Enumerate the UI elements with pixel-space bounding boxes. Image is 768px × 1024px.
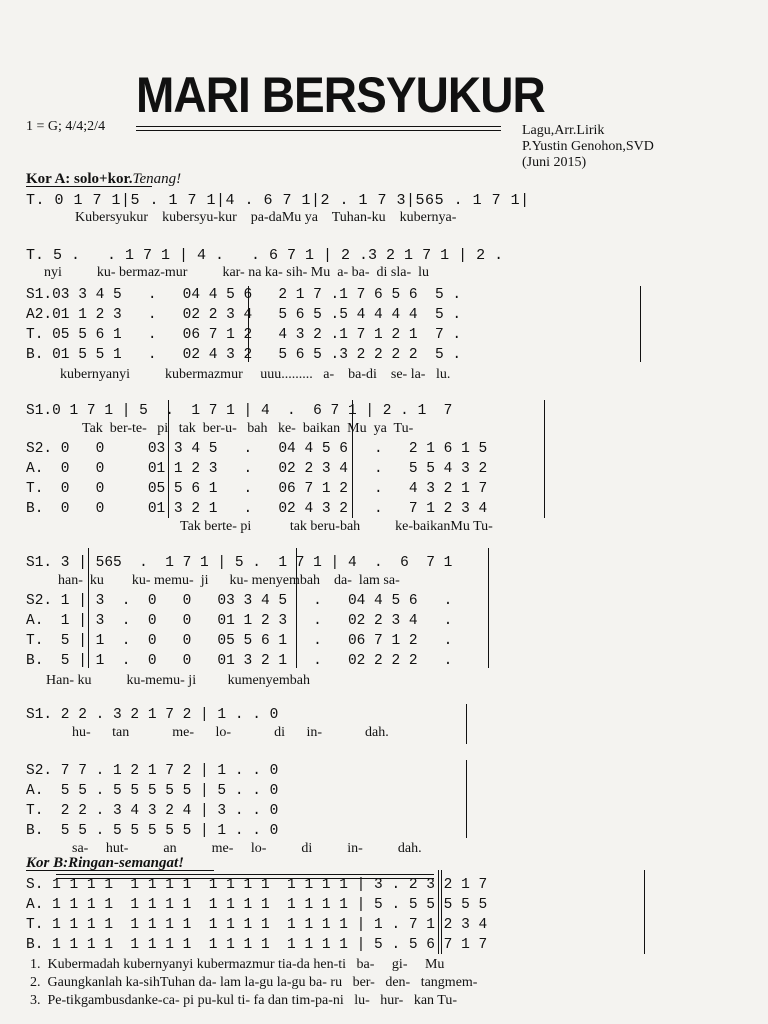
system1-tenor-line1: T. 0 1 7 1|5 . 1 7 1|4 . 6 7 1|2 . 1 7 3|565 . 1 7 1| [26, 192, 530, 209]
system2-s2-voice: S2. 0 0 03 3 4 5 . 04 4 5 6 . 2 1 6 1 5 [26, 441, 488, 457]
song-title: MARI BERSYUKUR [136, 67, 545, 123]
system3-alto-voice: A. 1 | 3 . 0 0 01 1 2 3 . 02 2 3 4 . [26, 613, 453, 629]
section-b-endline [644, 870, 645, 954]
credit-line-1: Lagu,Arr.Lirik [522, 123, 605, 138]
system4-lyric-s1: hu- tan me- lo- di in- dah. [72, 725, 389, 740]
system3-lyric-b: Han- ku ku-memu- ji kumenyembah [46, 673, 311, 688]
section-b-tenor: T. 1 1 1 1 1 1 1 1 1 1 1 1 1 1 1 1 | 1 . 7 1 2 3 4 [26, 917, 488, 933]
system4-s2-voice: S2. 7 7 . 1 2 1 7 2 | 1 . . 0 [26, 763, 279, 779]
system3-bass-voice: B. 5 | 1 . 0 0 01 3 2 1 . 02 2 2 2 . [26, 653, 453, 669]
system3-tenor-voice: T. 5 | 1 . 0 0 05 5 6 1 . 06 7 1 2 . [26, 633, 453, 649]
title-underline [136, 126, 501, 127]
verse-1: 1. Kubermadah kubernyanyi kubermazmur tia-da hen-ti ba- gi- Mu [30, 957, 445, 972]
system3-lyric-s1: han- ku ku- memu- ji ku- menyembah da- lam sa- [58, 573, 400, 588]
system3-s2-voice: S2. 1 | 3 . 0 0 03 3 4 5 . 04 4 5 6 . [26, 593, 453, 609]
system1-a2-voice: A2.01 1 2 3 . 02 2 3 4 5 6 5 .5 4 4 4 4 5 . [26, 307, 462, 323]
section-b-bass: B. 1 1 1 1 1 1 1 1 1 1 1 1 1 1 1 1 | 5 . 5 6 7 1 7 [26, 937, 488, 953]
system2-alto-voice: A. 0 0 01 1 2 3 . 02 2 3 4 . 5 5 4 3 2 [26, 461, 488, 477]
section-a-underline [26, 186, 152, 187]
system2-barline-1 [168, 400, 169, 518]
system4-endline-top [466, 704, 467, 744]
system3-barline-2 [296, 548, 297, 668]
system4-s1-voice: S1. 2 2 . 3 2 1 7 2 | 1 . . 0 [26, 707, 279, 723]
system1-barline-1 [248, 286, 249, 362]
section-b-beam-1 [56, 874, 434, 875]
verse-3: 3. Pe-tikgambusdanke-ca- pi pu-kul ti- fa dan tim-pa-ni lu- hur- kan Tu- [30, 993, 458, 1008]
section-b-soprano: S. 1 1 1 1 1 1 1 1 1 1 1 1 1 1 1 1 | 3 . 2 3 2 1 7 [26, 877, 488, 893]
system1-lyric-line2: nyi ku- bermaz-mur kar- na ka- sih- Mu a- ba- di sla- lu [44, 265, 429, 280]
system2-barline-2 [352, 400, 353, 518]
system2-lyric-b: Tak berte- pi tak beru-bah ke-baikanMu Tu- [180, 519, 493, 534]
section-a-label: Kor A: solo+kor.Tenang! [26, 171, 182, 187]
section-b-repeat-bar [438, 870, 442, 954]
system1-tenor-voice: T. 05 5 6 1 . 06 7 1 2 4 3 2 .1 7 1 2 1 7 . [26, 327, 462, 343]
system1-tenor-line2: T. 5 . . 1 7 1 | 4 . . 6 7 1 | 2 .3 2 1 7 1 | 2 . [26, 247, 504, 264]
system2-tenor-voice: T. 0 0 05 5 6 1 . 06 7 1 2 . 4 3 2 1 7 [26, 481, 488, 497]
verse-2: 2. Gaungkanlah ka-sihTuhan da- lam la-gu la-gu ba- ru ber- den- tangmem- [30, 975, 478, 990]
title-underline-2 [136, 130, 501, 131]
system1-s1-voice: S1.03 3 4 5 . 04 4 5 6 2 1 7 .1 7 6 5 6 5 . [26, 287, 462, 303]
credit-line-2: P.Yustin Genohon,SVD [522, 139, 654, 154]
system2-bass-voice: B. 0 0 01 3 2 1 . 02 4 3 2 . 7 1 2 3 4 [26, 501, 488, 517]
system2-barline-3 [544, 400, 545, 518]
system3-barline-1 [88, 548, 89, 668]
system3-s1-voice: S1. 3 | 565 . 1 7 1 | 5 . 1 7 1 | 4 . 6 7 1 [26, 555, 453, 571]
section-b-underline [26, 870, 214, 871]
section-b-label: Kor B:Ringan-semangat! [26, 855, 184, 871]
system4-alto-voice: A. 5 5 . 5 5 5 5 5 | 5 . . 0 [26, 783, 279, 799]
system3-barline-3 [488, 548, 489, 668]
system4-endline-bottom [466, 760, 467, 838]
system4-lyric-b: sa- hut- an me- lo- di in- dah. [72, 841, 422, 856]
system1-barline-2 [640, 286, 641, 362]
system1-lyric-line3: kubernyanyi kubermazmur uuu......... a- ba-di se- la- lu. [60, 367, 451, 382]
system1-lyric-line1: Kubersyukur kubersyu-kur pa-daMu ya Tuhan-ku kubernya- [75, 210, 457, 225]
section-b-alto: A. 1 1 1 1 1 1 1 1 1 1 1 1 1 1 1 1 | 5 . 5 5 5 5 5 [26, 897, 488, 913]
key-signature: 1 = G; 4/4;2/4 [26, 119, 106, 134]
credit-line-3: (Juni 2015) [522, 155, 587, 170]
system2-lyric-s1: Tak ber-te- pi tak ber-u- bah ke- baikan Mu ya Tu- [82, 421, 414, 436]
system4-bass-voice: B. 5 5 . 5 5 5 5 5 | 1 . . 0 [26, 823, 279, 839]
system1-bass-voice: B. 01 5 5 1 . 02 4 3 2 5 6 5 .3 2 2 2 2 5 . [26, 347, 462, 363]
section-b-beam-2 [56, 878, 434, 879]
system4-tenor-voice: T. 2 2 . 3 4 3 2 4 | 3 . . 0 [26, 803, 279, 819]
system2-s1-voice: S1.0 1 7 1 | 5 . 1 7 1 | 4 . 6 7 1 | 2 . 1 7 [26, 403, 453, 419]
